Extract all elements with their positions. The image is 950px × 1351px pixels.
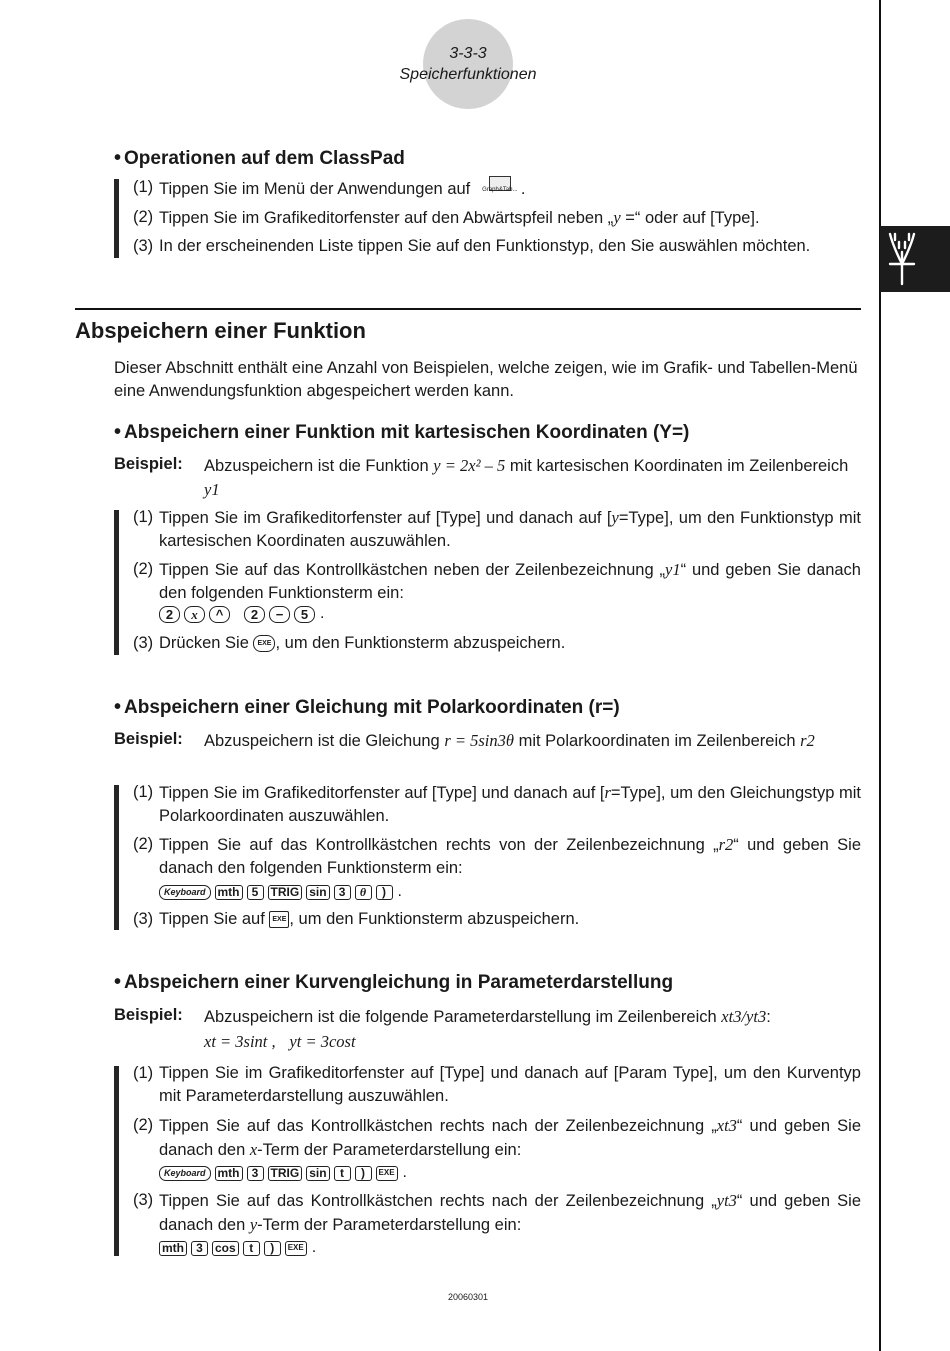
ops-step-2: (2) Tippen Sie im Grafikeditorfenster auf den Abwärtspfeil neben „y =“ oder auf [Type]. [133, 208, 760, 227]
margin-rule [879, 0, 881, 1351]
cart-heading: • Abspeichern einer Funktion mit kartesischen Koordinaten (Y=) [114, 421, 690, 443]
key-mth[interactable]: mth [215, 1166, 243, 1181]
graph-table-icon [880, 226, 950, 292]
cart-step-3: (3) Drücken Sie EXE , um den Funktionsterm abzuspeichern. [133, 634, 566, 652]
polar-example-text: Abzuspeichern ist die Gleichung r = 5sin3θ mit Polarkoordinaten im Zeilenbereich r2 [204, 731, 815, 750]
key-close-paren[interactable]: ) [264, 1241, 281, 1256]
polar-key-sequence: Keyboard mth 5 TRIG sin 3 θ ) . [159, 883, 402, 901]
exe-key[interactable]: EXE [253, 635, 275, 652]
cart-step-2: (2) Tippen Sie auf das Kontrollkästchen neben der Zeilenbezeichnung „y1“ und geben Sie danach den folgenden Funktionsterm ein: [133, 560, 861, 602]
exe-key[interactable]: EXE [269, 911, 289, 928]
chapter-tab [880, 226, 950, 292]
param-example-label: Beispiel: [114, 1006, 183, 1024]
cart-step-1: (1) Tippen Sie im Grafikeditorfenster auf [Type] und danach auf [y=Type], um den Funktionstyp mit kartesischen Koordinaten auszuwählen. [133, 508, 862, 550]
page-number: 3-3-3 [449, 45, 487, 62]
param-equations: xt = 3sint , yt = 3cost [204, 1032, 356, 1051]
key-3[interactable]: 3 [334, 885, 351, 900]
cart-example-label: Beispiel: [114, 455, 183, 473]
key-3[interactable]: 3 [247, 1166, 264, 1181]
param-example-text: Abzuspeichern ist die folgende Parameterdarstellung im Zeilenbereich xt3/yt3: [204, 1007, 771, 1026]
key-keyboard[interactable]: Keyboard [159, 885, 211, 900]
key-mth[interactable]: mth [159, 1241, 187, 1256]
ops-step-1: (1) Tippen Sie im Menü der Anwendungen auf Graph&Tab... . [133, 178, 526, 198]
param-step-2: (2) Tippen Sie auf das Kontrollkästchen rechts nach der Zeilenbezeichnung „xt3“ und geben Sie danach den x-Term der Parameterdarstellung ein: [133, 1116, 861, 1159]
key-keyboard[interactable]: Keyboard [159, 1166, 211, 1181]
key-exe[interactable]: EXE [285, 1241, 307, 1256]
section-intro: Dieser Abschnitt enthält eine Anzahl von Beispielen, welche zeigen, wie im Grafik- und Tabellen-Menü eine Anwendungsfunktion abgespeichert werden kann. [114, 359, 858, 400]
key-theta[interactable]: θ [355, 885, 372, 900]
section-rule [75, 308, 861, 310]
polar-step-3: (3) Tippen Sie auf EXE , um den Funktionsterm abzuspeichern. [133, 910, 580, 928]
key-t[interactable]: t [334, 1166, 351, 1181]
param-step-1: (1) Tippen Sie im Grafikeditorfenster auf [Type] und danach auf [Param Type], um den Kurventyp mit Parameterdarstellung auszuwählen. [133, 1064, 861, 1105]
key-power[interactable]: ^ [209, 606, 230, 623]
header-circle [423, 19, 513, 109]
key-exe[interactable]: EXE [376, 1166, 398, 1181]
key-mth[interactable]: mth [215, 885, 243, 900]
polar-step-1: (1) Tippen Sie im Grafikeditorfenster auf [Type] und danach auf [r=Type], um den Gleichungstyp mit Polarkoordinaten auszuwählen. [133, 783, 861, 825]
param-x-key-sequence: Keyboard mth 3 TRIG sin t ) EXE . [159, 1164, 407, 1182]
polar-bar [114, 785, 119, 930]
key-sin[interactable]: sin [306, 1166, 329, 1181]
ops-step-3: (3) In der erscheinenden Liste tippen Sie auf den Funktionstyp, den Sie auswählen möchten. [133, 237, 811, 255]
footer-code: 20060301 [447, 1292, 489, 1302]
cart-key-sequence: 2 x ^ 2 − 5 . [159, 605, 324, 623]
ops-bar [114, 179, 119, 258]
cart-example-text: Abzuspeichern ist die Funktion y = 2x² – 5 mit kartesischen Koordinaten im Zeilenbereich y1 [204, 456, 849, 499]
param-heading: • Abspeichern einer Kurvengleichung in Parameterdarstellung [114, 971, 674, 993]
param-y-key-sequence: mth 3 cos t ) EXE . [159, 1239, 316, 1257]
key-t[interactable]: t [243, 1241, 260, 1256]
key-minus[interactable]: − [269, 606, 290, 623]
key-2[interactable]: 2 [159, 606, 180, 623]
key-trig[interactable]: TRIG [268, 885, 303, 900]
key-close-paren[interactable]: ) [355, 1166, 372, 1181]
param-bar [114, 1066, 119, 1256]
key-cos[interactable]: cos [212, 1241, 239, 1256]
graph-table-app-icon[interactable]: Graph&Tab... [479, 176, 521, 200]
param-step-3: (3) Tippen Sie auf das Kontrollkästchen rechts nach der Zeilenbezeichnung „yt3“ und geben Sie danach den y-Term der Parameterdarstellung ein: [133, 1191, 861, 1234]
key-2[interactable]: 2 [244, 606, 265, 623]
key-5[interactable]: 5 [294, 606, 315, 623]
key-3[interactable]: 3 [191, 1241, 208, 1256]
key-5[interactable]: 5 [247, 885, 264, 900]
key-close-paren[interactable]: ) [376, 885, 393, 900]
polar-heading: • Abspeichern einer Gleichung mit Polarkoordinaten (r=) [114, 696, 620, 718]
polar-step-2: (2) Tippen Sie auf das Kontrollkästchen rechts von der Zeilenbezeichnung „r2“ und geben Sie danach den folgenden Funktionsterm ein: [133, 835, 861, 877]
key-x[interactable]: x [184, 606, 205, 623]
page-header-title: Speicherfunktionen [399, 66, 537, 83]
key-trig[interactable]: TRIG [268, 1166, 303, 1181]
polar-example-label: Beispiel: [114, 730, 183, 748]
section-title: Abspeichern einer Funktion [75, 318, 366, 343]
cart-bar [114, 510, 119, 655]
key-sin[interactable]: sin [306, 885, 329, 900]
ops-heading: • Operationen auf dem ClassPad [114, 147, 405, 169]
